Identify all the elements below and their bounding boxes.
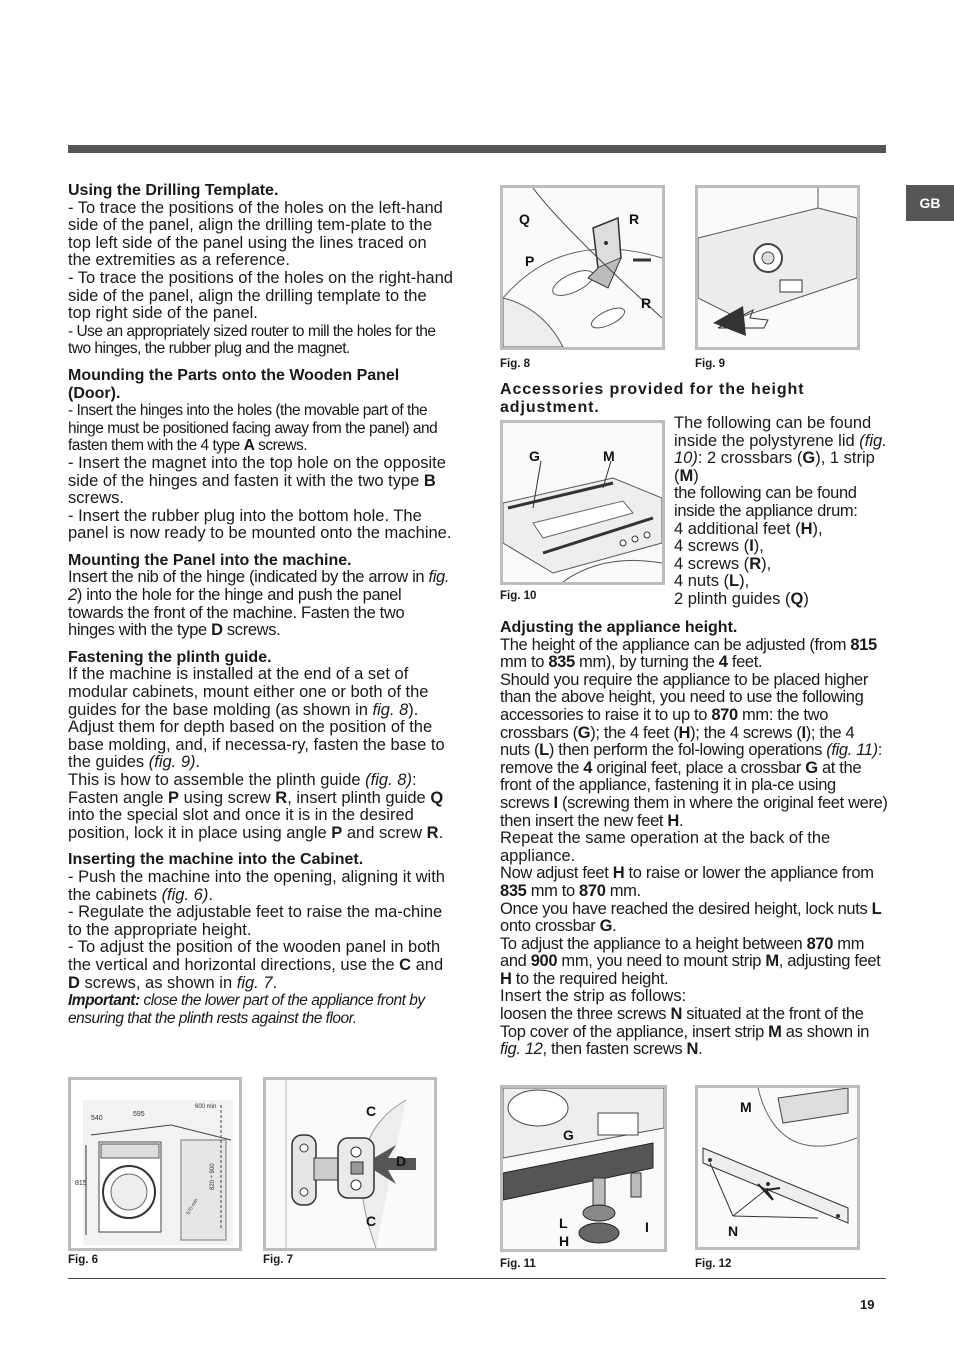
dim-815: 815 <box>75 1180 87 1187</box>
paragraph: - Insert the rubber plug into the bottom hole. The panel is now ready to be mounted onto the machine. <box>68 506 452 543</box>
section-title: Fastening the plinth guide. <box>68 648 272 666</box>
figure-6 <box>68 1077 242 1251</box>
dim-540: 540 <box>91 1115 103 1122</box>
paragraph: The height of the appliance can be adjusted (from 815 mm to 835 mm), by turning the 4 feet. <box>500 635 877 672</box>
fig6-caption: Fig. 6 <box>68 1254 99 1266</box>
header-rule <box>68 145 886 153</box>
left-column <box>68 182 454 1027</box>
fig8-label-r-top: R <box>629 211 640 227</box>
fig10-caption: Fig. 10 <box>500 590 537 602</box>
fig11-label-g: G <box>563 1127 574 1143</box>
fig8-illustration <box>503 188 662 347</box>
paragraph: Insert the strip as follows: <box>500 987 687 1006</box>
paragraph: Important: close the lower part of the appliance front by ensuring that the plinth rests against the floor. <box>68 992 425 1027</box>
fig11-illustration <box>503 1088 664 1249</box>
accessories-heading <box>500 381 888 416</box>
fig12-illustration <box>698 1088 857 1247</box>
fig12-label-m: M <box>740 1099 752 1115</box>
dim-820-900: 820 ÷ 900 <box>210 1163 216 1190</box>
figure-9 <box>695 185 860 350</box>
section-title: Mounding the Parts onto the Wooden Panel (Door). <box>68 366 400 402</box>
section-title: Accessories provided for the height adjustment. <box>500 381 805 416</box>
list-item: 4 screws (I), <box>674 537 764 556</box>
paragraph: - Insert the magnet into the top hole on the opposite side of the hinges and fasten it with the two type B screws. <box>68 453 446 508</box>
fig10-label-m: M <box>603 448 615 464</box>
fig6-illustration <box>71 1080 239 1248</box>
adjusting-section <box>500 619 888 1059</box>
figure-11 <box>500 1085 667 1252</box>
paragraph: Now adjust feet H to raise or lower the appliance from 835 mm to 870 mm. <box>500 864 874 900</box>
paragraph: - To trace the positions of the holes on the left-hand side of the panel, align the drilling tem-plate to the top left side of the panel using the lines traced on the extremities as a reference. <box>68 198 443 270</box>
fig11-label-i: I <box>645 1219 649 1235</box>
paragraph: - Use an appropriately sized router to mill the holes for the two hinges, the rubber plug and the magnet. <box>68 322 436 358</box>
fig12-label-n: N <box>728 1223 739 1239</box>
fig11-label-h: H <box>559 1233 570 1249</box>
paragraph: Repeat the same operation at the back of the appliance. <box>500 829 831 865</box>
section-title: Using the Drilling Template. <box>68 182 279 199</box>
figure-8 <box>500 185 665 350</box>
paragraph: - To adjust the position of the wooden panel in both the vertical and horizontal directions, use the C and D screws, as shown in fig. 7. <box>68 938 444 992</box>
paragraph: - Regulate the adjustable feet to raise the ma-chine to the appropriate height. <box>68 903 443 939</box>
paragraph: Once you have reached the desired height, lock nuts L onto crossbar G. <box>500 899 882 936</box>
fig10-illustration <box>503 423 662 582</box>
paragraph: If the machine is installed at the end of a set of modular cabinets, mount either one or both of the guides for the base molding (as shown in fig. 8). Adjust them for depth based on the position of the base molding, and, if necessa-ry, fasten the base to the guides (fig. 9). <box>68 665 445 772</box>
fig9-illustration <box>698 188 857 347</box>
fig8-label-q: Q <box>519 211 530 227</box>
dim-570: 570 min <box>185 1197 200 1216</box>
fig8-label-p: P <box>525 253 535 269</box>
dim-600: 600 min <box>195 1104 217 1110</box>
paragraph: To adjust the appliance to a height between 870 mm and 900 mm, you need to mount strip M, adjusting feet H to the required height. <box>500 934 881 988</box>
language-tab: GB <box>906 185 954 221</box>
paragraph: The following can be found inside the polystyrene lid (fig. 10): 2 crossbars (G), 1 strip (M) <box>674 414 887 485</box>
footer-rule <box>68 1278 886 1279</box>
section-title: Mounting the Panel into the machine. <box>68 551 352 569</box>
dim-595: 595 <box>133 1111 145 1118</box>
list-item: 4 additional feet (H), <box>674 519 823 538</box>
fig11-label-l: L <box>559 1215 568 1231</box>
fig9-caption: Fig. 9 <box>695 358 726 370</box>
paragraph: This is how to assemble the plinth guide (fig. 8): Fasten angle P using screw R, insert plinth guide Q into the special slot and once it is in the desired position, lock it in place using angle P and screw R. <box>68 771 444 842</box>
paragraph: Insert the nib of the hinge (indicated by the arrow in fig. 2) into the hole for the hinge and push the panel towards the front of the machine. Fasten the two hinges with the type D screws. <box>68 568 450 640</box>
fig10-label-g: G <box>529 448 540 464</box>
fig8-label-r-bottom: R <box>641 295 652 311</box>
figure-12 <box>695 1085 860 1250</box>
paragraph: - To trace the positions of the holes on the right-hand side of the panel, align the drilling template to the top right side of the panel. <box>68 268 453 323</box>
section-title: Inserting the machine into the Cabinet. <box>68 851 364 869</box>
list-item: 4 nuts (L), <box>674 572 750 591</box>
fig8-caption: Fig. 8 <box>500 358 531 370</box>
fig7-caption: Fig. 7 <box>263 1254 294 1266</box>
fig7-illustration <box>266 1080 434 1248</box>
list-item: 2 plinth guides (Q) <box>674 589 809 608</box>
fig7-label-c-bottom: C <box>366 1213 377 1229</box>
paragraph: the following can be found inside the appliance drum: <box>674 484 858 520</box>
list-item: 4 screws (R), <box>674 554 772 573</box>
fig11-caption: Fig. 11 <box>500 1258 536 1270</box>
figure-10 <box>500 420 665 585</box>
paragraph: loosen the three screws N situated at the front of the Top cover of the appliance, insert strip M as shown in fig. 12, then fasten screws N. <box>500 1005 870 1059</box>
paragraph: - Insert the hinges into the holes (the movable part of the hinge must be positioned facing away from the panel) and fasten them with the 4 type A screws. <box>68 402 438 455</box>
accessories-list <box>674 415 890 609</box>
section-title: Adjusting the appliance height. <box>500 619 738 636</box>
paragraph: remove the 4 original feet, place a crossbar G at the front of the appliance, fastening it in pla-ce using screws I (screwing them in where the original feet were) then insert the new feet H. <box>500 758 888 830</box>
fig12-caption: Fig. 12 <box>695 1258 732 1270</box>
figure-7 <box>263 1077 437 1251</box>
fig7-label-d: D <box>396 1153 407 1169</box>
page-number: 19 <box>860 1297 875 1312</box>
paragraph: - Push the machine into the opening, aligning it with the cabinets (fig. 6). <box>68 867 445 904</box>
fig7-label-c-top: C <box>366 1103 377 1119</box>
paragraph: Should you require the appliance to be placed higher than the above height, you need to use the following accessories to raise it to up to 870 mm: the two crossbars (G); the 4 feet (H); the 4 screws (I); the 4 nuts (L) then perform the fol-lowing operations (fig. 11): <box>500 670 883 760</box>
